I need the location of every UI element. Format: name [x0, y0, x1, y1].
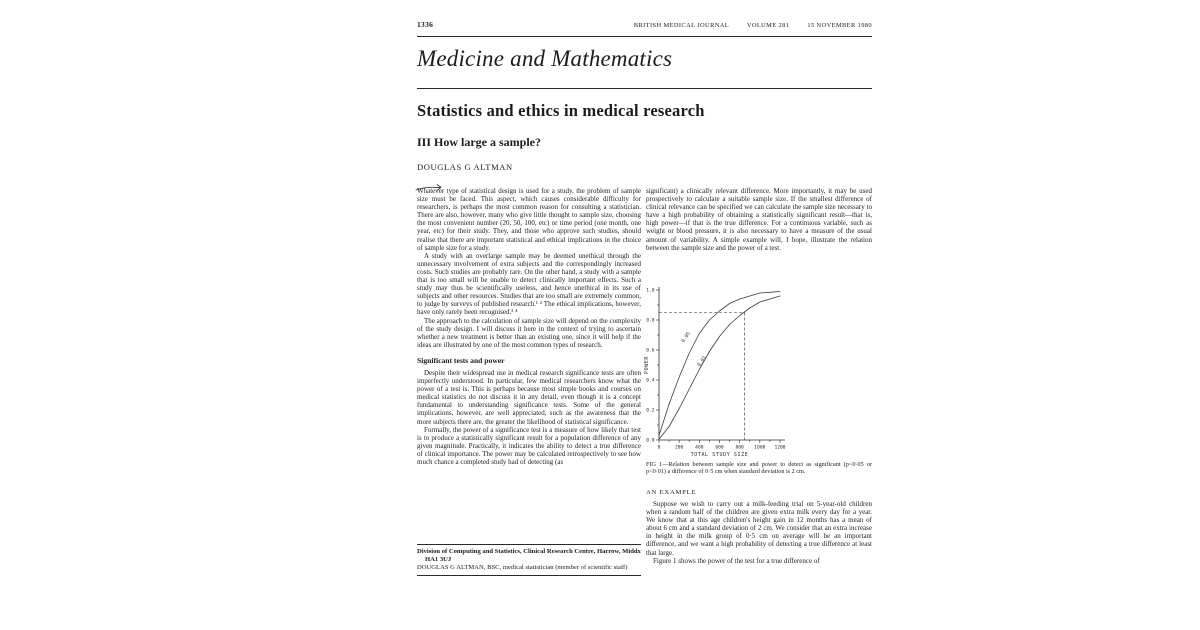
right-column-top	[646, 187, 872, 252]
svg-text:0.2: 0.2	[646, 408, 655, 414]
svg-text:POWER: POWER	[644, 355, 650, 375]
author-footnote	[417, 544, 641, 576]
svg-text:0: 0	[657, 445, 661, 451]
footnote-rule-top	[417, 544, 641, 545]
paragraph: significant) a clinically relevant difference. More importantly, it may be used prospectively to calculate a suitable sample size. If the smallest difference of clinical relevance can be specified we can calculate the sample size necessary to have a high probability of obtaining a statistically significant result—that is, high power—if that is the true difference. For a continuous variable, such as weight or blood pressure, it is also necessary to have a measure of the usual amount of variability. A simple example will, I hope, illustrate the relation between the sample size and the power of a test.	[646, 187, 872, 252]
section-title: Medicine and Mathematics	[417, 46, 673, 71]
header-rule	[417, 36, 872, 37]
svg-text:1200: 1200	[774, 445, 786, 451]
svg-text:0.0: 0.0	[646, 438, 655, 444]
svg-text:0.4: 0.4	[646, 378, 655, 384]
affiliation: Division of Computing and Statistics, Clinical Research Centre, Harrow, Middx HA1 3UJ	[417, 548, 641, 563]
paragraph: Formally, the power of a significance test is a measure of how likely that test is to produce a statistically significant result for a population difference of any given magnitude. Practically, it indicates the ability to detect a true difference of clinical importance. The power may be calculated retrospectively to see how much chance a completed study had of detecting (as	[417, 425, 641, 466]
svg-text:0.8: 0.8	[646, 318, 655, 324]
paragraph: Whatever type of statistical design is used for a study, the problem of sample size must be faced. This aspect, which causes considerable difficulty for researchers, is perhaps the most common reason for consulting a statistician. There are also, however, many who give little thought to sample size, choosing the most convenient number (20, 50, 100, etc) or time period (one month, one year, etc) for their study. They, and those who approve such studies, should realise that there are important statistical and ethical implications in the choice of sample size for a study.	[417, 187, 641, 252]
journal-header	[618, 22, 872, 29]
journal-date: 15 NOVEMBER 1980	[807, 22, 872, 29]
masthead-rule	[417, 88, 872, 89]
svg-text:800: 800	[735, 445, 744, 451]
svg-text:400: 400	[695, 445, 704, 451]
left-column	[417, 187, 641, 466]
page-header	[417, 20, 872, 29]
page-number: 1336	[417, 20, 434, 29]
author-credentials: DOUGLAS G ALTMAN, BSC, medical statistician (member of scientific staff)	[417, 564, 628, 572]
paragraph: A study with an overlarge sample may be deemed unethical through the unnecessary involvement of extra subjects and the correspondingly increased costs. Such studies are probably rare. On the other hand, a study with a sample that is too small will be unable to detect clinically important effects. Such a study may thus be scientifically useless, and hence unethical in its use of subjects and other resources. Studies that are too small are extremely common, to judge by surveys of published research.¹ ² The ethical implications, however, have only rarely been recognised.³ ⁴	[417, 251, 641, 317]
example-heading: AN EXAMPLE	[646, 489, 697, 496]
paragraph: Figure 1 shows the power of the test for a true difference of	[653, 556, 820, 565]
svg-text:1.0: 1.0	[646, 288, 655, 294]
svg-text:200: 200	[675, 445, 684, 451]
paragraph: The approach to the calculation of sample size will depend on the complexity of the study design. I will discuss it here in the context of trying to ascertain whether a new treatment is better than an existing one, since it will help if the ideas are illustrated by one of the most common types of research.	[417, 316, 641, 349]
section-heading: Significant tests and power	[417, 355, 505, 365]
journal-name: BRITISH MEDICAL JOURNAL	[633, 22, 729, 29]
example-section	[646, 500, 872, 565]
journal-volume: VOLUME 281	[746, 22, 790, 29]
figure1-caption: FIG 1—Relation between sample size and power to detect as significant (p<0·05 or p<0·01) a difference of 0·5 cm when standard deviation is 2 cm.	[646, 461, 872, 476]
article-title: Statistics and ethics in medical research	[417, 101, 705, 120]
paragraph: Despite their widespread use in medical research significance tests are often imperfectly understood. In particular, few medical researchers know what the power of a test is. This is perhaps because most simple books and courses on medical statistics do not discuss it in any detail, even though it is a concept fundamental to understanding significance tests. Some of the general implications, however, are well appreciated, such as the awareness that the more subjects there are, the greater the likelihood of statistical significance.	[417, 368, 641, 426]
footnote-rule-bottom	[417, 575, 641, 576]
svg-text:0.05: 0.05	[681, 331, 692, 344]
article-subtitle: III How large a sample?	[417, 135, 541, 149]
svg-text:0.01: 0.01	[697, 355, 708, 368]
svg-text:0.6: 0.6	[646, 348, 655, 354]
svg-text:600: 600	[715, 445, 724, 451]
svg-text:1000: 1000	[754, 445, 766, 451]
figure1-power-chart	[644, 280, 876, 466]
author-byline: DOUGLAS G ALTMAN	[417, 162, 513, 172]
svg-text:TOTAL STUDY SIZE: TOTAL STUDY SIZE	[690, 452, 749, 458]
paragraph: Suppose we wish to carry out a milk-feeding trial on 5-year-old children when a random half of the children are given extra milk every day for a year. We know that at this age children's height gain in 12 months has a mean of about 6 cm and a standard deviation of 2 cm. We consider that an extra increase in height in the milk group of 0·5 cm on average will be an important difference, and we want a high probability of detecting a true difference at least that large.	[646, 500, 872, 557]
